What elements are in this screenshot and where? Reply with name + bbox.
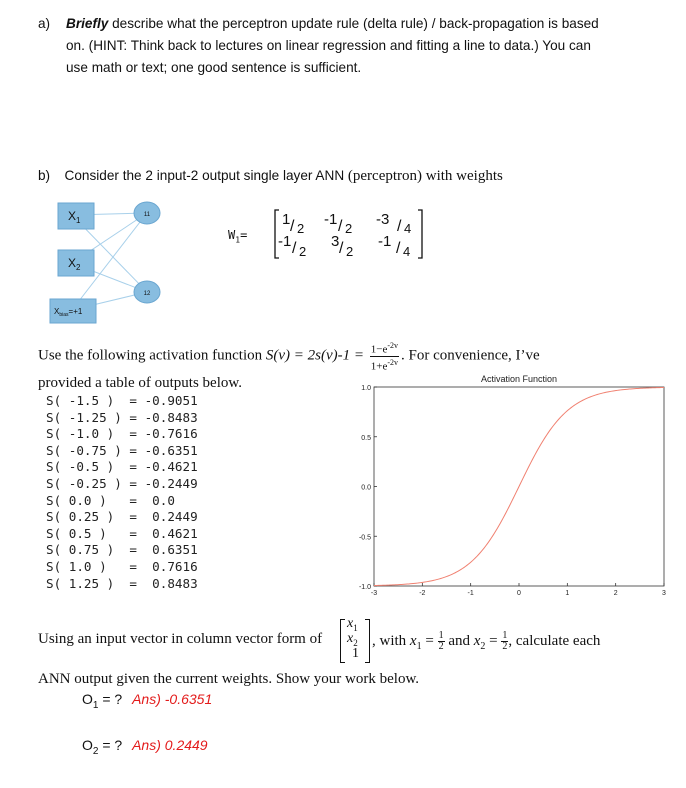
input-x2-var: x	[473, 632, 481, 649]
table-value: = -0.7616	[129, 426, 198, 442]
weight-matrix	[272, 206, 432, 262]
table-arg: S( 1.0 )	[46, 558, 130, 574]
part-a-line1	[66, 13, 678, 35]
table-row	[46, 426, 198, 443]
table-value: = -0.4621	[129, 459, 198, 475]
svg-text:/: /	[339, 240, 344, 257]
w23-den: 4	[403, 244, 411, 259]
y-tick-label: 0.0	[361, 484, 371, 492]
table-row	[46, 542, 198, 559]
input-x1-var: x	[409, 632, 417, 649]
input-vector	[340, 617, 370, 663]
answer-o2-eq: = ?	[98, 737, 123, 753]
table-row	[46, 393, 198, 410]
table-row	[46, 493, 198, 510]
part-a-emphasis: Briefly	[66, 16, 109, 31]
input-node-x1-label: X	[68, 209, 77, 223]
y-tick-label: 0.5	[361, 434, 371, 442]
x-tick-label: 2	[613, 590, 618, 597]
table-arg: S( 0.75 )	[46, 542, 130, 558]
input-x2-frac-den: 2	[502, 641, 508, 652]
weight-label-eq: =	[240, 228, 248, 242]
output-node-11-label: 11	[143, 212, 151, 218]
w12-den: 2	[345, 221, 353, 236]
activation-formula: S(v) = 2s(v)-1 =	[265, 347, 368, 364]
input-comma: ,	[508, 632, 513, 649]
w22-num: 3	[331, 233, 340, 250]
table-value: = -0.2449	[129, 475, 198, 491]
part-b-intro-serif: (perceptron) with weights	[344, 168, 503, 184]
part-b-intro	[38, 165, 678, 187]
answer-o1-value: Ans) -0.6351	[132, 691, 213, 707]
input-x2-eq: =	[485, 632, 502, 649]
activation-chart	[352, 372, 672, 604]
input-x1-frac	[438, 631, 445, 652]
network-diagram	[48, 195, 178, 325]
input-sentence	[38, 617, 684, 663]
vector-x2: x	[347, 631, 354, 646]
input-line2: ANN output given the current weights. Show your work below.	[38, 671, 420, 687]
series-line-tanh	[374, 387, 664, 585]
activation-frac-den: 1+e	[370, 360, 388, 373]
x-tick-label: 1	[565, 590, 570, 597]
output-table-rows	[46, 393, 198, 592]
x-tick-label: 0	[517, 590, 521, 597]
table-value: = 0.7616	[129, 558, 198, 574]
vector-x1-sub: 1	[353, 622, 358, 633]
input-text-mid: , with	[372, 632, 410, 649]
table-arg: S( -1.25 )	[46, 409, 130, 425]
matrix-right-bracket	[418, 210, 422, 258]
input-x1-frac-num: 1	[438, 630, 444, 641]
input-and: and	[444, 632, 474, 649]
table-arg: S( -1.5 )	[46, 393, 130, 408]
svg-text:/: /	[396, 240, 401, 257]
weight-label-w: W	[228, 228, 236, 242]
input-text-after: calculate each	[512, 632, 601, 649]
answer-o1	[82, 691, 212, 711]
output-node-12-label: 12	[143, 291, 151, 297]
svg-text:/: /	[290, 218, 295, 235]
table-arg: S( -0.75 )	[46, 442, 130, 458]
weight-label	[228, 228, 247, 244]
svg-text:/: /	[292, 240, 297, 257]
activation-text-before: Use the following activation function	[38, 347, 266, 364]
table-value: = 0.8483	[129, 575, 198, 591]
answer-o1-eq: = ?	[98, 691, 123, 707]
part-a-line2: on. (HINT: Think back to lectures on linear regression and fitting a line to data.) You can	[66, 38, 591, 53]
input-node-bias-label: X	[54, 307, 60, 316]
y-tick-label: 1.0	[361, 385, 371, 392]
part-a	[38, 13, 678, 79]
table-value: = -0.9051	[129, 393, 198, 408]
table-value: = 0.6351	[129, 542, 198, 558]
w22-den: 2	[346, 244, 354, 259]
activation-sentence	[38, 340, 678, 372]
svg-text:/: /	[397, 218, 402, 235]
w12-num: -1	[324, 211, 338, 228]
output-table	[46, 393, 198, 592]
input-x2-sub: 2	[480, 640, 486, 652]
activation-frac-num: 1−e	[370, 343, 388, 356]
table-row	[46, 410, 198, 427]
answer-o2	[82, 737, 208, 757]
activation-text-after: . For convenience, I’ve	[401, 347, 540, 364]
table-arg: S( 0.25 )	[46, 509, 130, 525]
input-node-x1-sub: 1	[76, 216, 81, 225]
table-row	[46, 576, 198, 593]
w21-num: -1	[278, 233, 292, 250]
part-a-line3: use math or text; one good sentence is sufficient.	[66, 60, 362, 75]
vector-bias: 1	[352, 646, 359, 661]
table-arg: S( 1.25 )	[46, 575, 130, 591]
svg-text:/: /	[338, 218, 343, 235]
w21-den: 2	[299, 244, 307, 259]
table-arg: S( -0.5 )	[46, 459, 130, 475]
activation-fraction	[370, 340, 399, 372]
table-value: = -0.8483	[129, 409, 198, 425]
activation-frac-den-exp: -2v	[387, 357, 399, 367]
w13-num: -3	[376, 211, 390, 228]
part-b-marker: b)	[38, 168, 51, 183]
x-tick-label: -1	[467, 590, 474, 597]
vector-x1: x	[347, 616, 354, 631]
y-tick-label: -1.0	[358, 584, 371, 591]
table-row	[46, 559, 198, 576]
table-value: = -0.6351	[129, 442, 198, 458]
vector-x2-sub: 2	[353, 637, 358, 648]
w11-den: 2	[297, 221, 305, 236]
part-a-line1-rest: describe what the perceptron update rule (delta rule) / back-propagation is based	[108, 16, 599, 31]
input-node-bias-sub: bias	[59, 312, 69, 318]
part-a-marker: a)	[38, 16, 51, 31]
table-row	[46, 443, 198, 460]
table-value: = 0.0	[129, 492, 175, 508]
x-tick-label: -2	[419, 590, 426, 597]
w13-den: 4	[404, 221, 412, 236]
table-row	[46, 476, 198, 493]
input-x2-frac-num: 1	[502, 630, 508, 641]
table-arg: S( 0.0 )	[46, 492, 130, 508]
activation-line2: provided a table of outputs below.	[38, 375, 242, 391]
table-arg: S( -1.0 )	[46, 426, 130, 442]
input-text-before: Using an input vector in column vector form of	[38, 631, 323, 647]
table-value: = 0.2449	[129, 509, 198, 525]
w23-num: -1	[378, 233, 392, 250]
answer-o1-label: O	[82, 691, 93, 707]
table-row	[46, 526, 198, 543]
activation-frac-num-exp: -2v	[387, 341, 399, 350]
x-tick-label: -3	[370, 590, 378, 597]
chart-title: Activation Function	[480, 374, 558, 384]
table-arg: S( -0.25 )	[46, 475, 130, 491]
table-value: = 0.4621	[129, 525, 198, 541]
answer-o2-label: O	[82, 737, 93, 753]
answer-o1-sub: 1	[92, 699, 99, 711]
part-b-intro-sans: Consider the 2 input-2 output single layer ANN	[64, 168, 345, 183]
w11-num: 1	[282, 211, 291, 228]
input-x1-frac-den: 2	[438, 641, 444, 652]
input-node-bias-rest: =+1	[68, 307, 83, 316]
input-node-x2-label: X	[68, 256, 77, 270]
table-arg: S( 0.5 )	[46, 525, 130, 541]
x-tick-label: 3	[662, 590, 666, 597]
input-node-x2-sub: 2	[76, 263, 81, 272]
input-x1-eq: =	[421, 632, 438, 649]
answer-o2-sub: 2	[92, 745, 99, 757]
input-x1-sub: 1	[416, 640, 422, 652]
answer-o2-value: Ans) 0.2449	[132, 737, 208, 753]
y-tick-label: -0.5	[358, 534, 371, 542]
table-row	[46, 459, 198, 476]
table-row	[46, 509, 198, 526]
weight-label-sub: 1	[235, 235, 241, 245]
